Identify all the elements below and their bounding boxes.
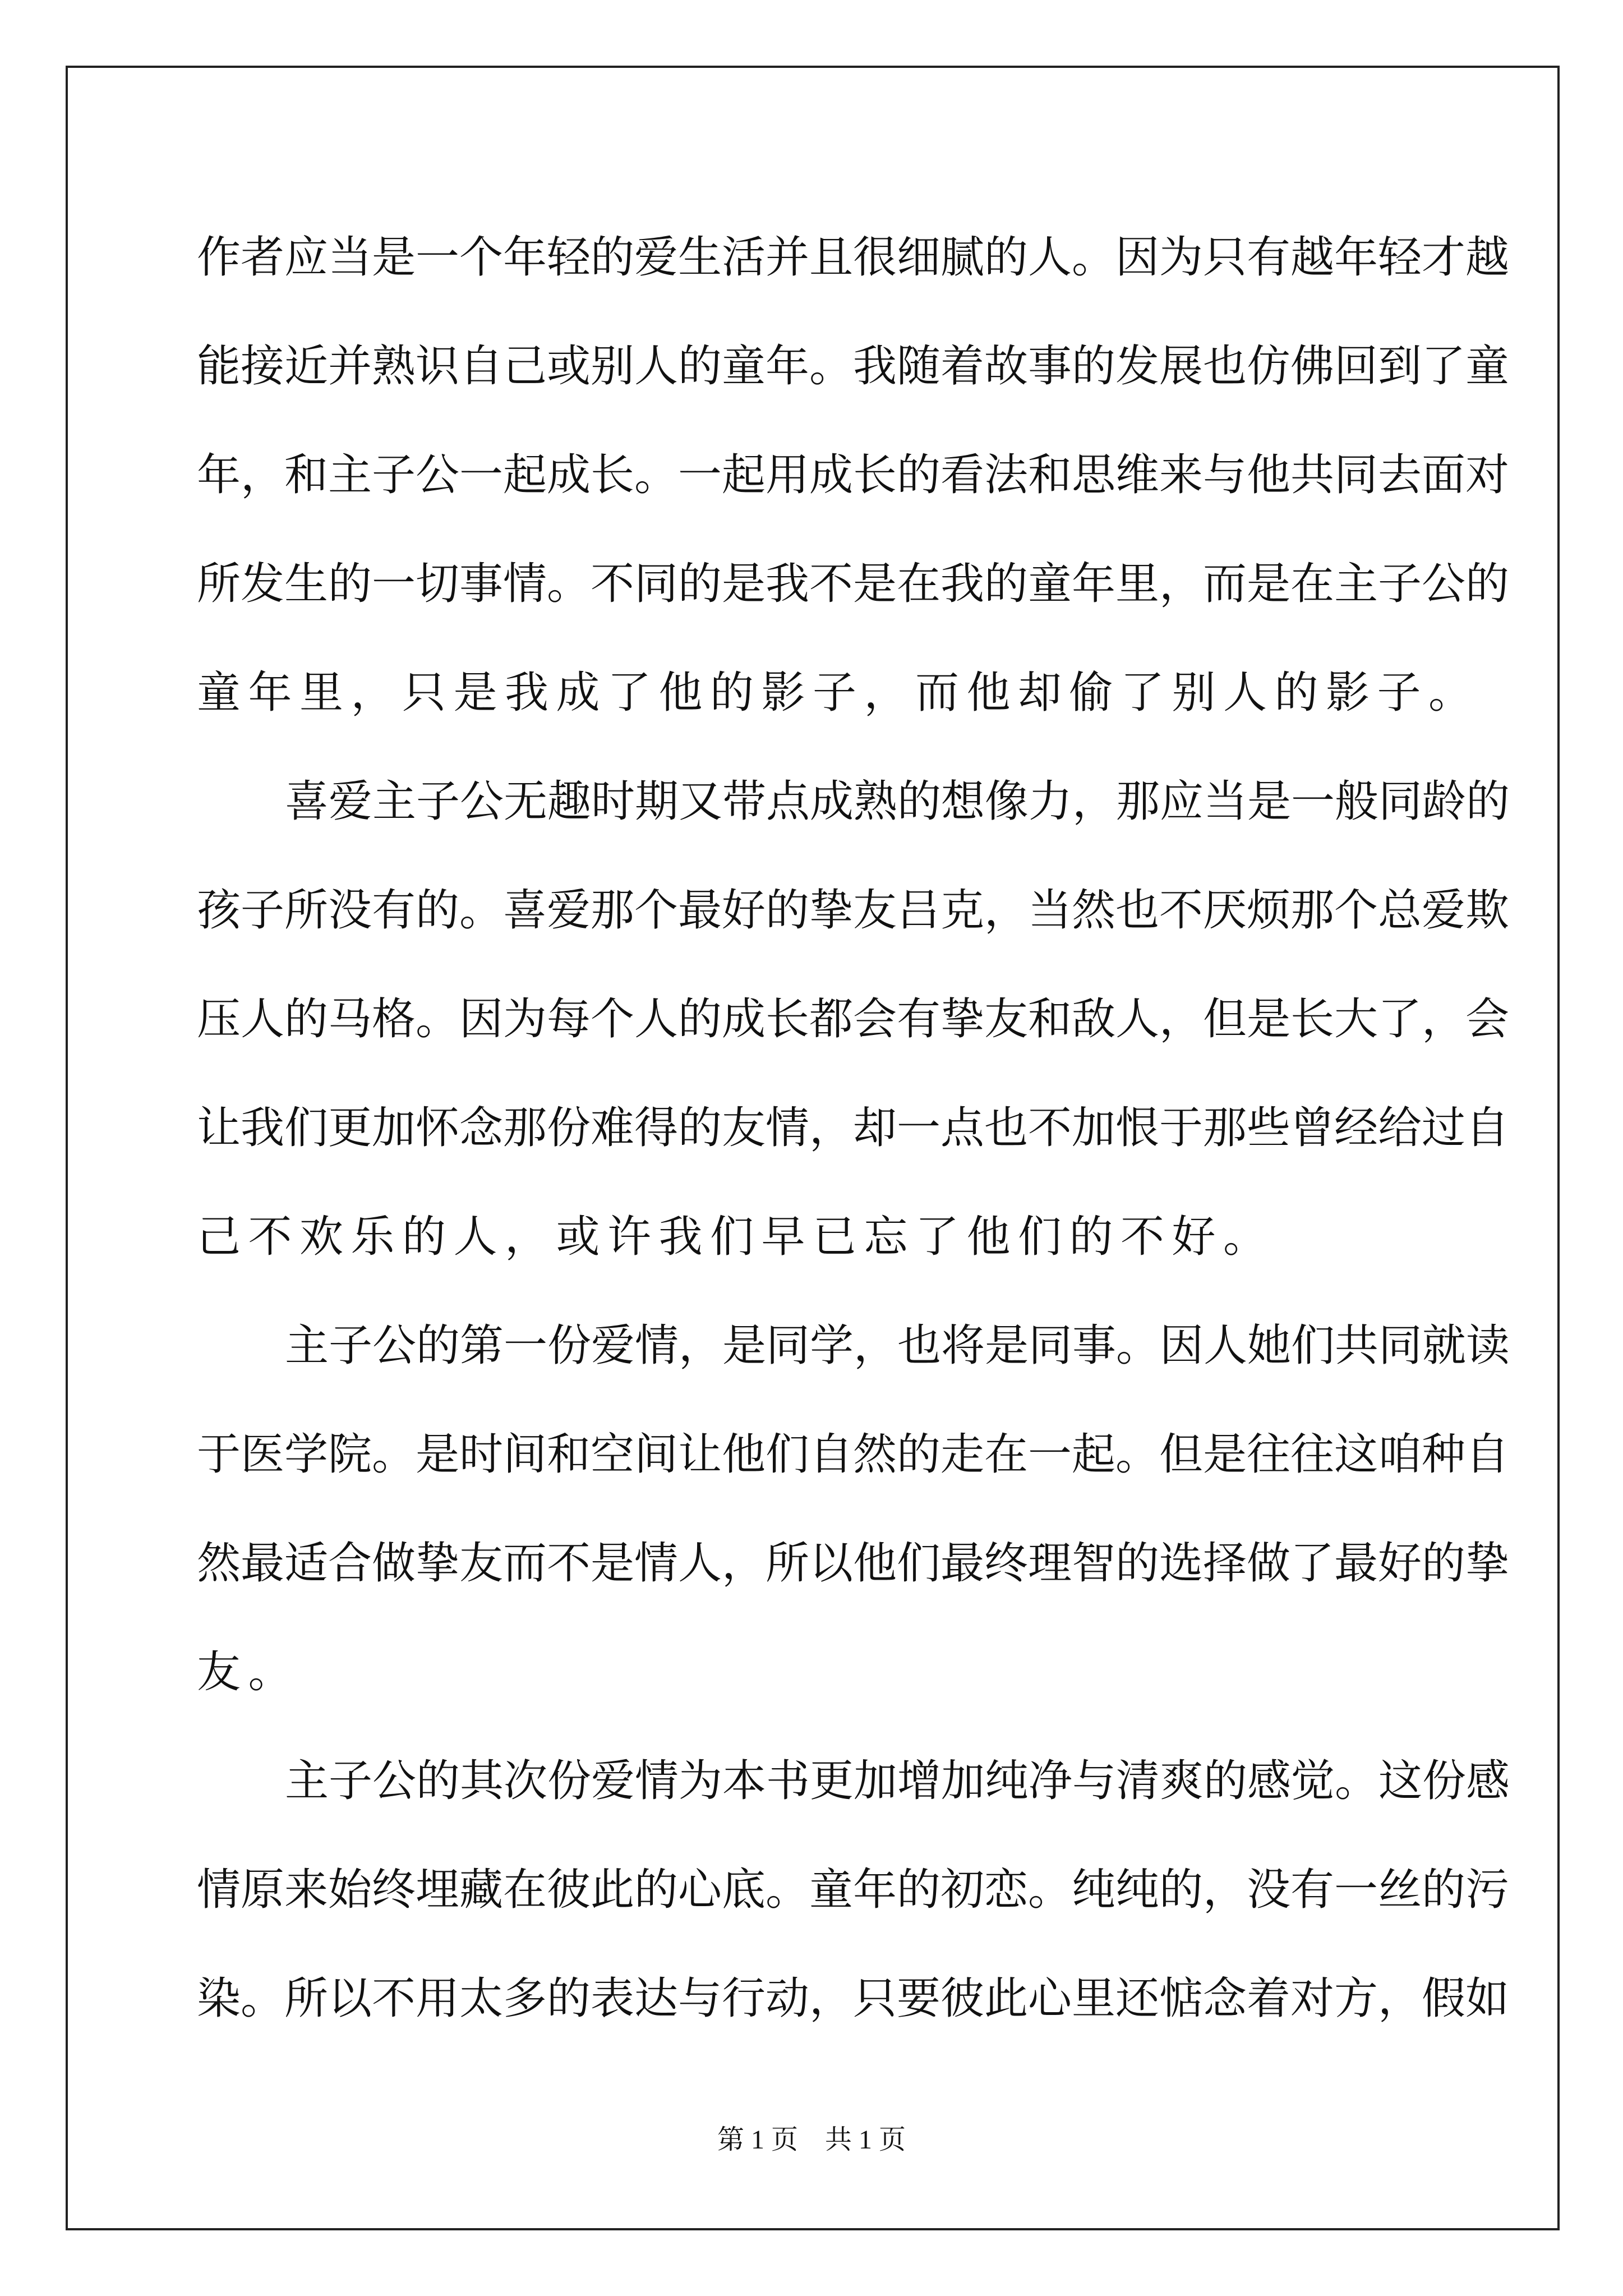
text-line: 主子公的第一份爱情，是同学，也将是同事。因人她们共同就读 xyxy=(285,1320,1510,1371)
text-line: 己不欢乐的人，或许我们早已忘了他们的不好。 xyxy=(197,1212,1275,1262)
text-line: 染。所以不用太多的表达与行动，只要彼此心里还惦念着对方，假如 xyxy=(197,1973,1510,2024)
document-body xyxy=(197,203,1510,2053)
text-line: 主子公的其次份爱情为本书更加增加纯净与清爽的感觉。这份感 xyxy=(285,1756,1510,1806)
page-footer xyxy=(0,2123,1623,2157)
text-line: 友。 xyxy=(197,1647,300,1697)
text-line: 让我们更加怀念那份难得的友情，却一点也不加恨于那些曾经给过自 xyxy=(197,1103,1510,1153)
text-line: 喜爱主子公无趣时期又带点成熟的想像力，那应当是一般同龄的 xyxy=(285,776,1510,827)
text-line: 压人的马格。因为每个人的成长都会有挚友和敌人，但是长大了，会 xyxy=(197,994,1510,1045)
text-line: 年，和主子公一起成长。一起用成长的看法和思维来与他共同去面对 xyxy=(197,450,1510,500)
text-line: 然最适合做挚友而不是情人，所以他们最终理智的选择做了最好的挚 xyxy=(197,1538,1510,1589)
text-line: 情原来始终埋藏在彼此的心底。童年的初恋。纯纯的，没有一丝的污 xyxy=(197,1865,1510,1915)
page-total: 共 1 页 xyxy=(825,2125,906,2155)
text-line: 于医学院。是时间和空间让他们自然的走在一起。但是往往这咱种自 xyxy=(197,1429,1510,1480)
text-line: 所发生的一切事情。不同的是我不是在我的童年里，而是在主子公的 xyxy=(197,559,1510,609)
text-line: 孩子所没有的。喜爱那个最好的挚友吕克，当然也不厌烦那个总爱欺 xyxy=(197,885,1510,936)
text-line: 作者应当是一个年轻的爱生活并且很细腻的人。因为只有越年轻才越 xyxy=(197,232,1510,283)
page-number: 第 1 页 xyxy=(717,2125,798,2155)
text-line: 能接近并熟识自己或别人的童年。我随着故事的发展也仿佛回到了童 xyxy=(197,341,1510,392)
text-line: 童年里，只是我成了他的影子，而他却偷了别人的影子。 xyxy=(197,668,1480,718)
